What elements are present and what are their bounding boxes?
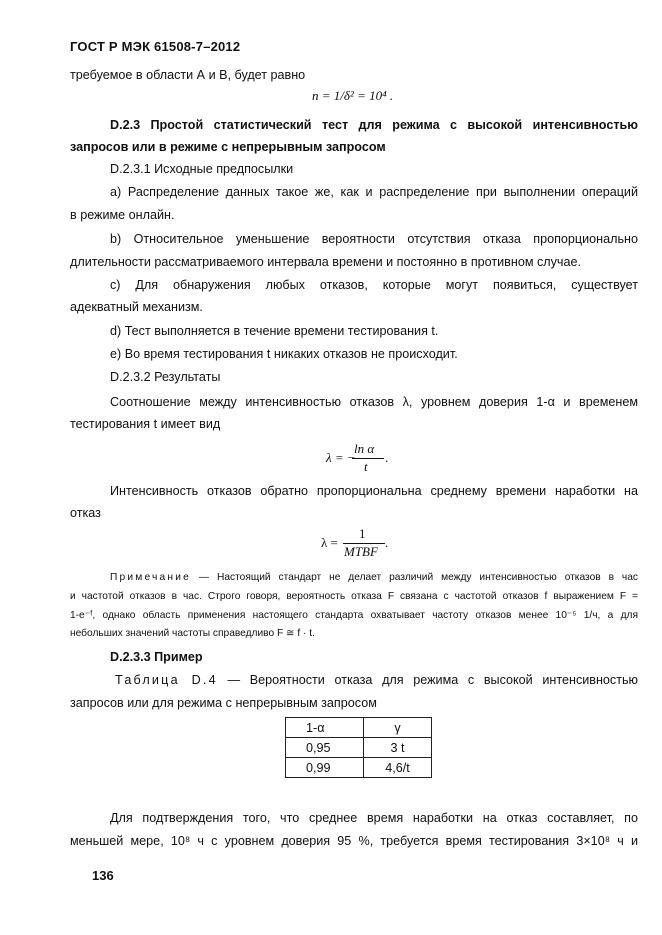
item-c: с) Для обнаружения любых отказов, которые могут появиться, существует	[110, 278, 638, 292]
note-label: Примечание	[110, 572, 191, 583]
final-paragraph-cont: меньшей мере, 10⁸ ч с уровнем доверия 95 %, требуется время тестирования 3×10⁸ ч и	[70, 834, 638, 848]
table-caption-cont: запросов или для режима с непрерывным запросом	[70, 696, 377, 710]
table-header-cell: γ	[364, 718, 432, 738]
table-cell: 0,95	[286, 738, 364, 758]
item-b-cont: длительности рассматриваемого интервала времени и постоянно в противном случае.	[70, 255, 581, 269]
section-heading-d23: D.2.3 Простой статистический тест для режима с высокой интенсивностью	[110, 118, 638, 132]
item-a: а) Распределение данных такое же, как и распределение при выполнении операций	[110, 185, 638, 199]
formula-lambda-mtbf-den: MTBF	[344, 544, 378, 559]
table-d4	[285, 717, 432, 778]
note-line-2: и частотой отказов в час. Строго говоря, вероятность отказа F связана с частотой отказов f выражением F =	[70, 591, 638, 602]
table-header-row	[286, 718, 432, 738]
item-b: b) Относительное уменьшение вероятности отсутствия отказа пропорционально	[110, 232, 638, 246]
relation-paragraph-cont: тестирования t имеет вид	[70, 417, 221, 431]
table-caption	[115, 673, 638, 688]
subsection-d233: D.2.3.3 Пример	[110, 650, 203, 664]
inverse-paragraph-cont: отказ	[70, 506, 101, 520]
table-cell: 4,6/t	[364, 758, 432, 778]
formula-lambda-mtbf-num: 1	[359, 526, 366, 541]
table-cell: 0,99	[286, 758, 364, 778]
formula-lambda-ln-den: t	[364, 459, 368, 474]
formula-lambda-ln-tail: .	[385, 450, 389, 465]
formula-lambda-mtbf-tail: .	[385, 535, 389, 550]
fraction-bar	[352, 458, 384, 459]
final-paragraph: Для подтверждения того, что среднее время наработки на отказ составляет, по	[110, 811, 638, 825]
table-cell: 3 t	[364, 738, 432, 758]
item-c-cont: адекватный механизм.	[70, 300, 203, 314]
item-a-cont: в режиме онлайн.	[70, 208, 175, 222]
subsection-d231: D.2.3.1 Исходные предпосылки	[110, 162, 294, 176]
document-header: ГОСТ Р МЭК 61508-7–2012	[70, 39, 241, 54]
formula-lambda-mtbf-lhs: λ =	[321, 535, 338, 550]
note-line-3: 1-e⁻ᶠ, однако область применения настоящего стандарта охватывает частоту отказов менее 10⁻⁵ 1/ч, а для	[70, 610, 638, 621]
inverse-paragraph: Интенсивность отказов обратно пропорциональна среднему времени наработки на	[110, 484, 638, 498]
note-line-1	[110, 571, 638, 585]
table-caption-label: Таблица D.4	[115, 673, 218, 687]
table-row	[286, 758, 432, 778]
formula-lambda-mtbf	[321, 526, 401, 562]
table-row	[286, 738, 432, 758]
page-number: 136	[92, 868, 114, 883]
intro-paragraph: требуемое в области А и В, будет равно	[70, 68, 306, 82]
item-d: d) Тест выполняется в течение времени тестирования t.	[110, 324, 439, 338]
item-e: е) Во время тестирования t никаких отказов не происходит.	[110, 347, 458, 361]
section-heading-d23-cont: запросов или в режиме с непрерывным запросом	[70, 140, 386, 154]
table-caption-text: — Вероятности отказа для режима с высокой интенсивностью	[227, 673, 639, 687]
formula-lambda-ln	[326, 441, 396, 477]
note-line-4: небольших значений частоты справедливо F ≅ f · t.	[70, 628, 315, 639]
formula-lambda-ln-num: ln α	[354, 441, 375, 456]
formula-lambda-ln-lhs: λ = −	[326, 450, 356, 465]
subsection-d232: D.2.3.2 Результаты	[110, 370, 221, 384]
formula-n: n = 1/δ² = 10⁴ .	[312, 88, 394, 103]
relation-paragraph: Соотношение между интенсивностью отказов λ, уровнем доверия 1-α и временем	[110, 395, 638, 409]
table-header-cell: 1-α	[286, 718, 364, 738]
note-text-1: — Настоящий стандарт не делает различий между интенсивностью отказов в час	[198, 572, 638, 583]
